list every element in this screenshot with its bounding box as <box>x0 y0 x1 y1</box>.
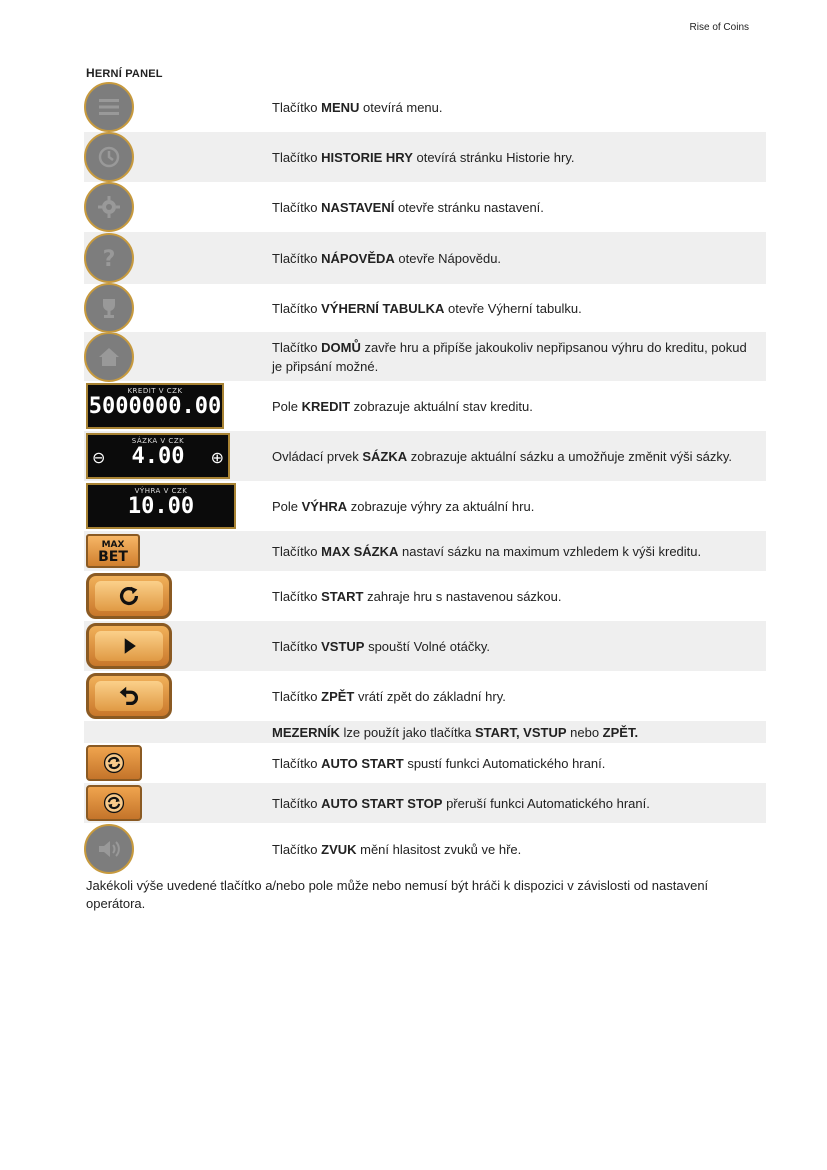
row-max-bet <box>84 531 766 571</box>
icon-cell <box>84 232 272 284</box>
menu-icon <box>84 82 134 132</box>
icon-cell <box>84 431 272 481</box>
max-bet-line2: BET <box>98 549 128 565</box>
row-autoplay-stop <box>84 783 766 823</box>
bet-value: 4.00 <box>131 444 185 469</box>
icon-cell <box>84 823 272 875</box>
row-text: Pole KREDIT zobrazuje aktuální stav kreditu. <box>272 398 533 414</box>
row-text: Tlačítko MAX SÁZKA nastaví sázku na maximum vzhledem k výši kreditu. <box>272 543 702 559</box>
row-text: Ovládací prvek SÁZKA zobrazuje aktuální sázku a umožňuje změnit výši sázky. <box>272 448 733 464</box>
row-bet <box>84 431 766 481</box>
row-text: Tlačítko DOMŮ zavře hru a připíše jakoukoliv nepřipsanou výhru do kreditu, pokud je připsání možné. <box>272 339 747 374</box>
icon-cell <box>84 481 272 531</box>
row-help <box>84 232 766 284</box>
row-text: Pole VÝHRA zobrazuje výhry za aktuální hru. <box>272 498 535 514</box>
svg-text:?: ? <box>102 247 116 272</box>
max-bet-icon <box>86 534 140 568</box>
trophy-icon <box>84 283 134 333</box>
credit-value: 5000000.00 <box>88 394 222 419</box>
win-caption: VÝHRA V CZK <box>134 487 188 495</box>
row-text: Tlačítko VSTUP spouští Volné otáčky. <box>272 638 490 654</box>
row-text: Tlačítko VÝHERNÍ TABULKA otevře Výherní tabulku. <box>272 300 582 316</box>
row-text: Tlačítko ZVUK mění hlasitost zvuků ve hře. <box>272 841 522 857</box>
row-autoplay <box>84 743 766 783</box>
icon-cell <box>84 721 272 743</box>
bet-decrease-button[interactable]: ⊖ <box>92 447 106 467</box>
row-home <box>84 332 766 381</box>
play-icon <box>86 623 172 669</box>
icon-cell <box>84 743 272 783</box>
bet-caption: SÁZKA V CZK <box>131 437 185 445</box>
row-spacebar <box>84 721 766 743</box>
control-list <box>84 82 766 875</box>
row-text: Tlačítko NASTAVENÍ otevře stránku nastavení. <box>272 199 544 215</box>
autoplay-icon <box>86 745 142 781</box>
credit-panel <box>86 383 224 429</box>
row-menu <box>84 82 766 132</box>
sound-icon <box>84 824 134 874</box>
row-win <box>84 481 766 531</box>
icon-cell <box>84 82 272 132</box>
win-value: 10.00 <box>127 494 195 519</box>
row-text: Tlačítko ZPĚT vrátí zpět do základní hry. <box>272 688 506 704</box>
icon-cell <box>84 621 272 671</box>
row-paytable <box>84 284 766 332</box>
home-icon <box>84 332 134 382</box>
row-back <box>84 671 766 721</box>
icon-cell <box>84 571 272 621</box>
section-title-rest: ERNÍ PANEL <box>94 68 163 80</box>
row-text: Tlačítko NÁPOVĚDA otevře Nápovědu. <box>272 250 502 266</box>
icon-cell <box>84 381 272 431</box>
history-icon <box>84 132 134 182</box>
row-text: MEZERNÍK lze použít jako tlačítka START, VSTUP nebo ZPĚT. <box>272 724 639 740</box>
icon-cell <box>84 132 272 182</box>
icon-cell <box>84 783 272 823</box>
icon-cell <box>84 531 272 571</box>
row-text: Tlačítko AUTO START spustí funkci Automatického hraní. <box>272 755 606 771</box>
row-sound <box>84 823 766 875</box>
section-title-initial: H <box>86 66 95 80</box>
bet-increase-button[interactable]: ⊕ <box>210 447 224 467</box>
icon-cell <box>84 182 272 232</box>
row-start <box>84 571 766 621</box>
row-history <box>84 132 766 182</box>
help-icon <box>84 233 134 283</box>
win-panel <box>86 483 236 529</box>
availability-note: Jakékoli výše uvedené tlačítko a/nebo pole může nebo nemusí být hráči k dispozici v závislosti od nastavení operátora. <box>86 878 709 911</box>
spin-icon <box>86 573 172 619</box>
max-bet-line1: MAX <box>101 540 125 550</box>
icon-cell <box>84 284 272 332</box>
section-title <box>86 66 163 80</box>
row-credit <box>84 381 766 431</box>
game-name: Rise of Coins <box>689 22 749 33</box>
row-settings <box>84 182 766 232</box>
gear-icon <box>84 182 134 232</box>
row-text: Tlačítko MENU otevírá menu. <box>272 99 443 115</box>
row-text: Tlačítko AUTO START STOP přeruší funkci Automatického hraní. <box>272 795 650 811</box>
credit-caption: KREDIT V CZK <box>127 387 183 395</box>
back-icon <box>86 673 172 719</box>
bet-panel <box>86 433 230 479</box>
icon-cell <box>84 671 272 721</box>
autoplay-stop-icon <box>86 785 142 821</box>
icon-cell <box>84 332 272 381</box>
row-text: Tlačítko HISTORIE HRY otevírá stránku Historie hry. <box>272 149 575 165</box>
row-enter <box>84 621 766 671</box>
row-text: Tlačítko START zahraje hru s nastavenou sázkou. <box>272 588 562 604</box>
